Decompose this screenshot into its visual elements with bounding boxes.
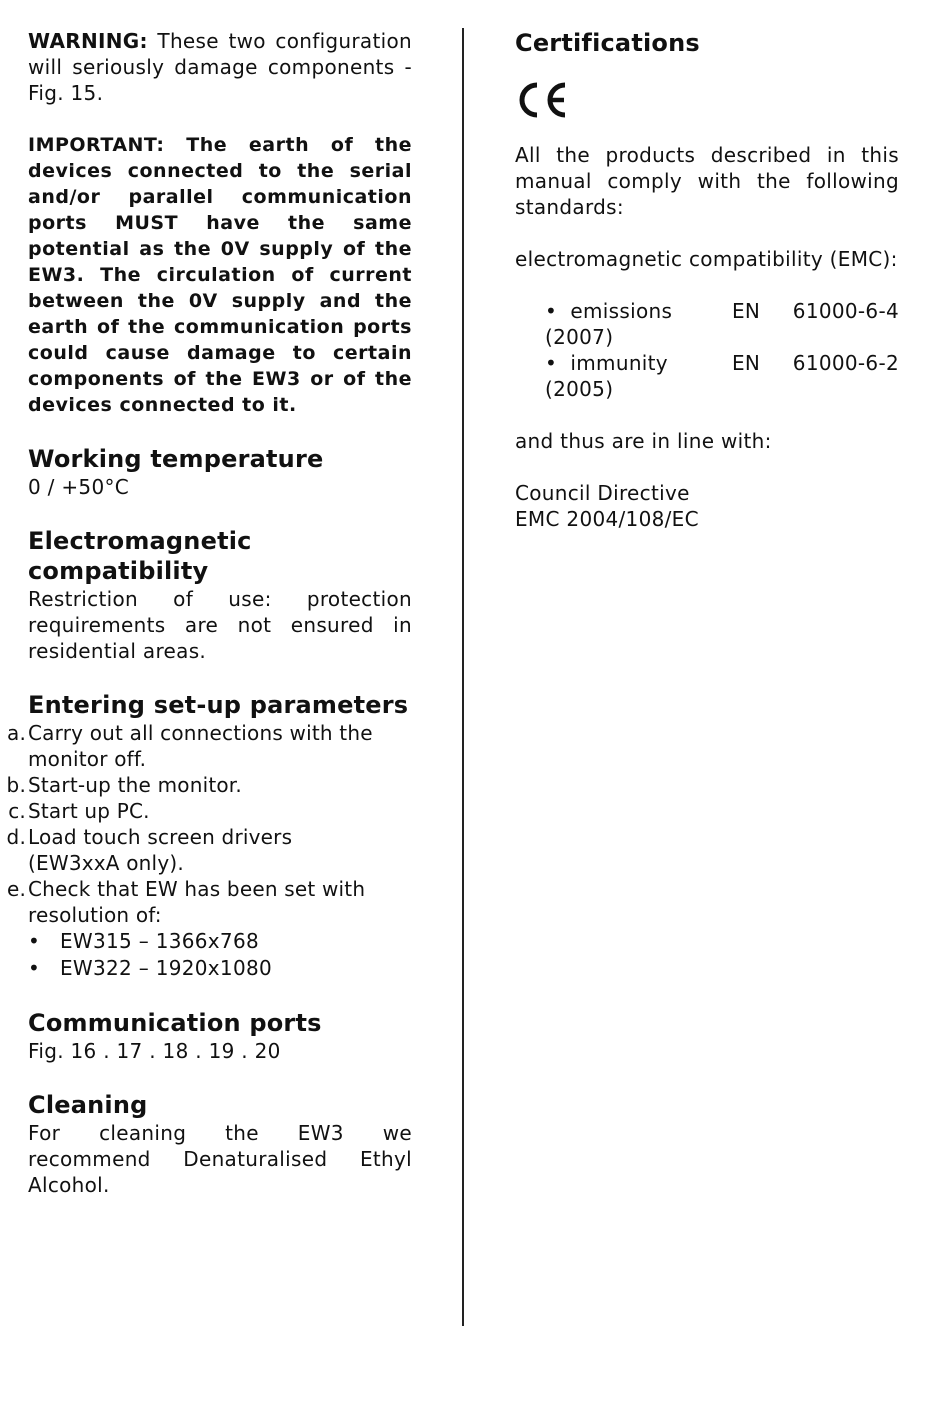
- left-column: [6, 28, 412, 1198]
- warning-paragraph: [28, 28, 412, 106]
- setup-step: e. Check that EW has been set with resolution of:: [6, 877, 366, 927]
- emc-heading: Electromagnetic compatibility: [28, 527, 252, 585]
- communication-ports-heading: Communication ports: [28, 1009, 322, 1037]
- right-column: [515, 28, 899, 532]
- standard-code: EN 61000-6-4: [731, 299, 899, 323]
- setup-step: a. Carry out all connections with the monitor off.: [6, 721, 373, 771]
- setup-step: b. Start-up the monitor.: [6, 773, 242, 797]
- standard-code: EN 61000-6-2: [731, 351, 899, 375]
- ce-mark-icon: [515, 80, 571, 120]
- standard-year: (2005): [545, 377, 614, 401]
- important-paragraph: IMPORTANT: The earth of the devices connected to the serial and/or parallel communication ports MUST have the same potential as the 0V supply of the EW3. The circulation of current between the 0V supply and the earth of the communication ports could cause damage to certain components of the EW3 or of the devices connected to it.: [28, 134, 412, 416]
- communication-ports-text: Fig. 16 . 17 . 18 . 19 . 20: [28, 1039, 281, 1063]
- certifications-intro: All the products described in this manual comply with the following standards:: [515, 143, 899, 219]
- resolution-item: • EW315 – 1366x768: [28, 928, 412, 955]
- resolution-list: [28, 928, 412, 982]
- column-divider: [462, 28, 464, 1326]
- setup-step: d. Load touch screen drivers (EW3xxA only).: [6, 825, 293, 875]
- standard-item: • immunity EN 61000-6-2 (2005): [545, 351, 899, 401]
- emc-text: Restriction of use: protection requirements are not ensured in residential areas.: [28, 587, 412, 663]
- standard-year: (2007): [545, 325, 614, 349]
- setup-heading: Entering set-up parameters: [28, 691, 409, 719]
- standards-list: [515, 298, 899, 402]
- warning-label: WARNING:: [28, 29, 148, 53]
- certifications-heading: Certifications: [515, 29, 700, 57]
- cleaning-text: For cleaning the EW3 we recommend Denaturalised Ethyl Alcohol.: [28, 1121, 412, 1197]
- cleaning-heading: Cleaning: [28, 1091, 148, 1119]
- warning-text: These two configuration will seriously damage components - Fig. 15.: [28, 29, 412, 105]
- inline-text: and thus are in line with:: [515, 429, 772, 453]
- directive-line-1: Council Directive: [515, 481, 690, 505]
- standard-name: immunity: [570, 351, 668, 375]
- directive-line-2: EMC 2004/108/EC: [515, 507, 699, 531]
- standard-item: • emissions EN 61000-6-4 (2007): [545, 299, 899, 349]
- resolution-item: • EW322 – 1920x1080: [28, 955, 412, 982]
- emc-standards-label: electromagnetic compatibility (EMC):: [515, 247, 898, 271]
- working-temperature-value: 0 / +50°C: [28, 475, 130, 499]
- setup-step: c. Start up PC.: [8, 799, 150, 823]
- setup-steps-list: [6, 720, 412, 928]
- working-temperature-heading: Working temperature: [28, 445, 324, 473]
- standard-name: emissions: [570, 299, 673, 323]
